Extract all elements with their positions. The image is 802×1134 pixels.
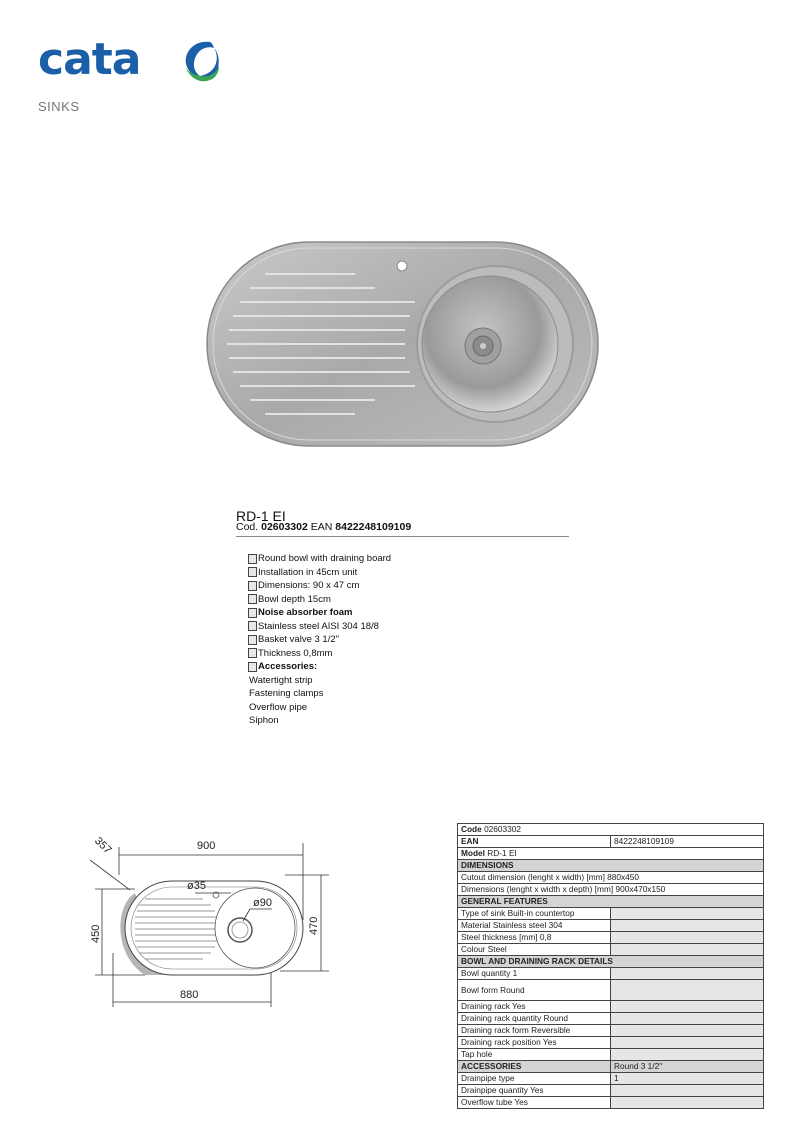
feature-item: Installation in 45cm unit <box>248 566 391 580</box>
spec-row: Draining rack quantity Round <box>458 1013 764 1025</box>
spec-table <box>457 823 764 1109</box>
spec-row: Draining rack form Reversible <box>458 1025 764 1037</box>
spec-row-model: Model RD-1 EI <box>458 848 764 860</box>
bullet-icon <box>248 648 257 658</box>
dim-corner: 357 <box>92 835 114 857</box>
divider <box>236 536 569 537</box>
spec-section-bowl: BOWL AND DRAINING RACK DETAILS <box>458 956 764 968</box>
feature-item: Noise absorber foam <box>248 606 391 620</box>
cata-swirl-icon <box>180 38 220 84</box>
feature-list <box>248 552 391 728</box>
bullet-icon <box>248 581 257 591</box>
spec-row: Dimensions (lenght x width x depth) [mm] 900x470x150 <box>458 884 764 896</box>
accessory-item: Overflow pipe <box>249 701 308 713</box>
feature-item: Round bowl with draining board <box>248 552 391 566</box>
dim-drain: ø90 <box>253 897 272 909</box>
product-model: RD-1 EI <box>236 508 286 524</box>
spec-row: Draining rack Yes <box>458 1001 764 1013</box>
spec-row: Type of sink Built-in countertop <box>458 908 764 920</box>
accessory-item: Fastening clamps <box>249 688 324 699</box>
spec-row-code: Code 02603302 <box>458 824 764 836</box>
technical-drawing <box>85 835 345 1010</box>
ean-label: EAN <box>310 521 333 533</box>
dim-width-top: 900 <box>197 840 216 852</box>
spec-section-general: GENERAL FEATURES <box>458 896 764 908</box>
feature-item: Bowl depth 15cm <box>248 593 391 607</box>
brand-logo <box>38 34 218 88</box>
feature-item: Stainless steel AISI 304 18/8 <box>248 620 391 634</box>
ean-value: 8422248109109 <box>335 521 412 533</box>
bullet-icon <box>248 662 257 672</box>
spec-row: Drainpipe type 1 <box>458 1073 764 1085</box>
spec-row: Colour Steel <box>458 944 764 956</box>
product-codes <box>236 521 411 533</box>
dim-width-bottom: 880 <box>180 989 199 1001</box>
feature-item: Accessories: <box>248 660 391 674</box>
dim-height-right: 470 <box>308 916 320 935</box>
spec-row: Material Stainless steel 304 <box>458 920 764 932</box>
code-label: Cod. <box>236 521 259 533</box>
dim-tap-hole: ø35 <box>187 880 206 892</box>
bullet-icon <box>248 621 257 631</box>
spec-row: Tap hole <box>458 1049 764 1061</box>
spec-row: Bowl quantity 1 <box>458 968 764 980</box>
category-label: SINKS <box>38 99 80 114</box>
accessory-item: Siphon <box>249 715 279 726</box>
spec-section-accessories: ACCESSORIES Round 3 1/2" <box>458 1061 764 1073</box>
spec-row: Steel thickness [mm] 0,8 <box>458 932 764 944</box>
spec-row: Cutout dimension (lenght x width) [mm] 880x450 <box>458 872 764 884</box>
spec-row-ean: EAN 8422248109109 <box>458 836 764 848</box>
bullet-icon <box>248 567 257 577</box>
spec-row: Bowl form Round <box>458 980 764 1001</box>
code-value: 02603302 <box>261 521 308 533</box>
feature-item: Thickness 0,8mm <box>248 647 391 661</box>
bullet-icon <box>248 594 257 604</box>
brand-wordmark: cata <box>38 34 141 85</box>
bullet-icon <box>248 608 257 618</box>
spec-row: Draining rack position Yes <box>458 1037 764 1049</box>
accessory-item: Watertight strip <box>249 674 313 686</box>
bullet-icon <box>248 554 257 564</box>
spec-section-dimensions: DIMENSIONS <box>458 860 764 872</box>
spec-row: Overflow tube Yes <box>458 1097 764 1109</box>
bullet-icon <box>248 635 257 645</box>
spec-row: Drainpipe quantity Yes <box>458 1085 764 1097</box>
feature-item: Basket valve 3 1/2" <box>248 633 391 647</box>
dim-height-left: 450 <box>90 924 102 943</box>
product-photo <box>205 240 600 448</box>
feature-item: Dimensions: 90 x 47 cm <box>248 579 391 593</box>
